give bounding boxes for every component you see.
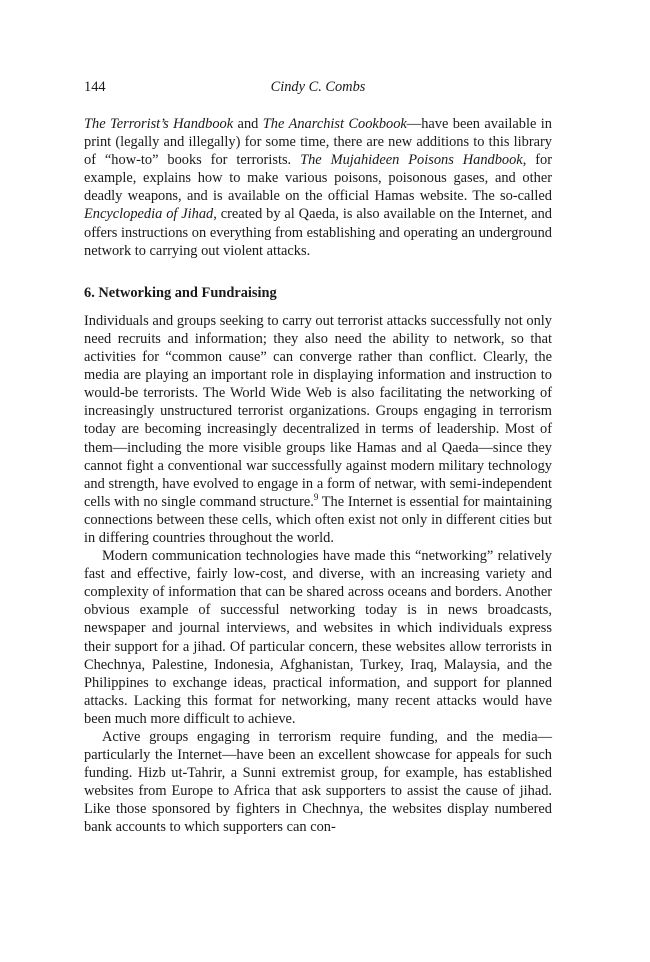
text-run: The Internet is essential for maintaining connections between these cells, which often exist not only in different cities but in differing countries throughout the world. <box>84 493 552 546</box>
section-heading: 6. Networking and Fundraising <box>84 284 277 301</box>
text-run: Individuals and groups seeking to carry out terrorist attacks successfully not only need recruits and information; they also need the ability to network, so that activities for “common cause” can converge rather than conflict. Clearly, the media are playing an important role in displaying information and instruction to would-be terrorists. The World Wide Web is also facilitating the networking of increasingly unstructured terrorist organizations. Groups engaging in terrorism today are becoming increasingly decentralized in terms of leadership. Most of them—including the more visible groups like Hamas and al Qaeda—since they cannot fight a conventional war successfully against modern military technology and strength, have evolved to engage in a form of netwar, with semi-independent cells with no single command structure. <box>84 312 552 510</box>
text-run: and <box>233 116 263 132</box>
footnote-marker[interactable]: 9 <box>313 491 319 502</box>
paragraph: Active groups engaging in terrorism require funding, and the media—particularly the Internet—have been an excellent showcase for appeals for such funding. Hizb ut-Tahrir, a Sunni extremist group, for example, has established websites from Europe to Africa that ask supporters to assist the cause of jihad. Like those sponsored by fighters in Chechnya, the websites display numbered bank accounts to which supporters can con- <box>84 729 552 836</box>
book-title: Encyclopedia of Jihad <box>84 206 214 223</box>
page-number: 144 <box>84 79 106 95</box>
paragraph <box>84 312 552 547</box>
body-text <box>84 115 552 837</box>
book-title: The Mujahideen Poisons Handbook <box>300 152 523 169</box>
text-run: —have been available in print (legally and illegally) for some time, there are new additions to this library of “how-to” books for terrorists. <box>84 116 552 169</box>
running-head: Cindy C. Combs <box>270 79 366 95</box>
paragraph: Modern communication technologies have made this “networking” relatively fast and effective, fairly low-cost, and diverse, with an increasing variety and complexity of information that can be shared across oceans and borders. Another obvious example of successful networking today is in news broadcasts, newspaper and journal interviews, and websites in which individuals express their support for a jihad. Of particular concern, these websites allow terrorists in Chechnya, Palestine, Indonesia, Afghanistan, Turkey, Iraq, Malaysia, and the Philippines to exchange ideas, practical information, and support for planned attacks. Lacking this format for networking, many recent attacks would have been much more difficult to achieve. <box>84 548 552 727</box>
book-title: The Anarchist Cookbook <box>262 116 407 132</box>
text-run: , created by al Qaeda, is also available on the Internet, and offers instructions on everything from establishing and operating an underground network to carrying out violent attacks. <box>84 206 552 259</box>
text-run: , for example, explains how to make various poisons, poisonous gases, and other deadly weapons, and is available on the official Hamas website. The so-called <box>84 152 553 205</box>
book-title: The Terrorist’s Handbook <box>84 116 234 132</box>
paragraph-continued <box>84 115 552 260</box>
